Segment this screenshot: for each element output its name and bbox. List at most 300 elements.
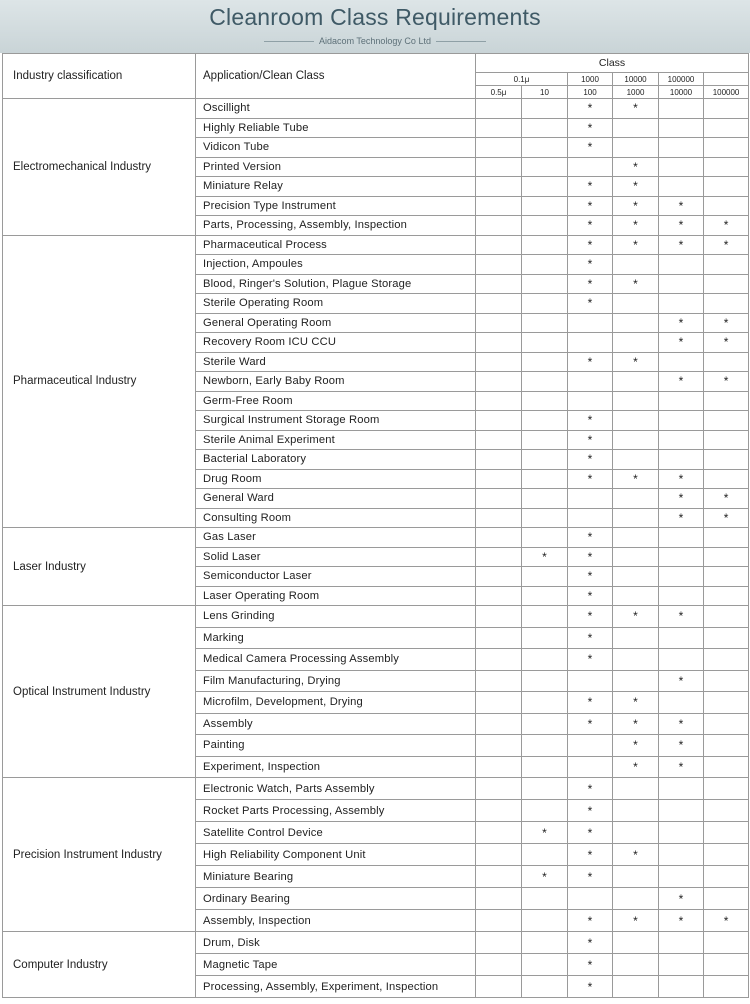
class-mark: *	[613, 713, 659, 735]
class-mark: *	[568, 976, 613, 998]
class-mark: *	[568, 469, 613, 489]
class-mark: *	[568, 954, 613, 976]
class-cell	[659, 528, 704, 548]
class-cell	[659, 352, 704, 372]
application-cell: Painting	[196, 735, 476, 757]
class-cell	[659, 157, 704, 177]
class-cell	[613, 822, 659, 844]
class-mark: *	[568, 910, 613, 932]
class-cell	[476, 567, 522, 587]
class-lower-10000: 10000	[659, 86, 704, 99]
class-cell	[476, 547, 522, 567]
class-mark: *	[568, 649, 613, 671]
class-mark: *	[568, 274, 613, 294]
class-mark: *	[613, 756, 659, 778]
class-cell	[704, 450, 749, 470]
class-cell	[704, 138, 749, 158]
class-cell	[613, 138, 659, 158]
class-cell	[704, 932, 749, 954]
class-mark: *	[568, 932, 613, 954]
class-cell	[476, 294, 522, 314]
class-mark: *	[568, 627, 613, 649]
class-mark: *	[568, 430, 613, 450]
class-cell	[476, 411, 522, 431]
class-mark: *	[522, 866, 568, 888]
class-cell	[613, 333, 659, 353]
class-mark: *	[568, 294, 613, 314]
class-cell	[659, 430, 704, 450]
class-cell	[613, 567, 659, 587]
class-cell	[476, 627, 522, 649]
class-cell	[522, 756, 568, 778]
application-cell: Blood, Ringer's Solution, Plague Storage	[196, 274, 476, 294]
class-cell	[522, 976, 568, 998]
class-mark: *	[613, 735, 659, 757]
class-cell	[659, 800, 704, 822]
class-cell	[476, 469, 522, 489]
class-cell	[659, 118, 704, 138]
class-cell	[568, 313, 613, 333]
application-cell: Assembly, Inspection	[196, 910, 476, 932]
class-cell	[476, 157, 522, 177]
class-cell	[522, 910, 568, 932]
class-cell	[704, 606, 749, 628]
class-mark: *	[613, 844, 659, 866]
class-mark: *	[613, 469, 659, 489]
class-cell	[704, 800, 749, 822]
class-cell	[704, 713, 749, 735]
class-cell	[522, 649, 568, 671]
class-mark: *	[568, 844, 613, 866]
class-cell	[659, 294, 704, 314]
class-cell	[704, 294, 749, 314]
class-cell	[568, 670, 613, 692]
page-title: Cleanroom Class Requirements	[209, 4, 541, 30]
class-cell	[568, 888, 613, 910]
class-cell	[704, 352, 749, 372]
class-mark: *	[659, 670, 704, 692]
class-cell	[613, 888, 659, 910]
class-cell	[659, 547, 704, 567]
class-cell	[522, 450, 568, 470]
application-cell: Recovery Room ICU CCU	[196, 333, 476, 353]
particle-size-header: 0.1μ	[476, 73, 568, 86]
class-mark: *	[568, 216, 613, 236]
class-cell	[476, 235, 522, 255]
class-cell	[476, 866, 522, 888]
class-cell	[704, 649, 749, 671]
application-cell: Electronic Watch, Parts Assembly	[196, 778, 476, 800]
table-body	[3, 54, 749, 998]
class-cell	[522, 586, 568, 606]
class-cell	[613, 649, 659, 671]
class-cell	[613, 586, 659, 606]
class-cell	[659, 778, 704, 800]
class-cell	[476, 528, 522, 548]
application-cell: Experiment, Inspection	[196, 756, 476, 778]
class-cell	[522, 670, 568, 692]
table-row	[3, 99, 749, 119]
class-cell	[568, 391, 613, 411]
class-cell	[704, 99, 749, 119]
class-cell	[476, 508, 522, 528]
class-cell	[522, 235, 568, 255]
class-cell	[476, 692, 522, 714]
industry-cell: Precision Instrument Industry	[3, 778, 196, 932]
class-cell	[659, 822, 704, 844]
table-row	[3, 932, 749, 954]
class-mark: *	[659, 196, 704, 216]
class-cell	[659, 450, 704, 470]
class-mark: *	[659, 313, 704, 333]
class-mark: *	[613, 177, 659, 197]
class-mark: *	[659, 888, 704, 910]
application-cell: Miniature Relay	[196, 177, 476, 197]
application-cell: Ordinary Bearing	[196, 888, 476, 910]
application-cell: Microfilm, Development, Drying	[196, 692, 476, 714]
class-upper-10000: 10000	[613, 73, 659, 86]
class-cell	[659, 567, 704, 587]
class-cell	[522, 489, 568, 509]
class-cell	[476, 932, 522, 954]
class-cell	[613, 508, 659, 528]
class-mark: *	[704, 216, 749, 236]
application-cell: General Operating Room	[196, 313, 476, 333]
class-cell	[476, 138, 522, 158]
class-cell	[613, 372, 659, 392]
class-cell	[613, 547, 659, 567]
application-cell: Consulting Room	[196, 508, 476, 528]
class-cell	[568, 157, 613, 177]
application-cell: Parts, Processing, Assembly, Inspection	[196, 216, 476, 236]
class-cell	[613, 954, 659, 976]
class-cell	[522, 216, 568, 236]
application-cell: High Reliability Component Unit	[196, 844, 476, 866]
class-cell	[659, 692, 704, 714]
class-cell	[522, 352, 568, 372]
application-cell: Vidicon Tube	[196, 138, 476, 158]
class-cell	[476, 274, 522, 294]
class-mark: *	[613, 274, 659, 294]
class-cell	[568, 333, 613, 353]
application-cell: Semiconductor Laser	[196, 567, 476, 587]
class-cell	[476, 756, 522, 778]
class-cell	[613, 976, 659, 998]
class-cell	[522, 118, 568, 138]
class-lower-1000: 1000	[613, 86, 659, 99]
class-cell	[522, 372, 568, 392]
class-cell	[568, 756, 613, 778]
header-row-class	[3, 54, 749, 73]
class-cell	[476, 888, 522, 910]
class-cell	[659, 99, 704, 119]
class-cell	[476, 255, 522, 275]
class-cell	[613, 294, 659, 314]
class-mark: *	[659, 713, 704, 735]
class-mark: *	[613, 692, 659, 714]
class-cell	[522, 888, 568, 910]
subtitle-divider-left	[264, 41, 314, 42]
class-cell	[659, 649, 704, 671]
class-mark: *	[704, 333, 749, 353]
class-cell	[522, 692, 568, 714]
application-cell: Assembly	[196, 713, 476, 735]
class-cell	[659, 274, 704, 294]
class-cell	[522, 157, 568, 177]
application-cell: Medical Camera Processing Assembly	[196, 649, 476, 671]
class-mark: *	[522, 822, 568, 844]
class-cell	[613, 450, 659, 470]
class-mark: *	[568, 99, 613, 119]
industry-cell: Computer Industry	[3, 932, 196, 998]
application-cell: Laser Operating Room	[196, 586, 476, 606]
class-cell	[476, 450, 522, 470]
class-cell	[522, 177, 568, 197]
class-cell	[704, 888, 749, 910]
class-mark: *	[568, 528, 613, 548]
application-cell: Sterile Animal Experiment	[196, 430, 476, 450]
class-mark: *	[704, 489, 749, 509]
class-cell	[704, 469, 749, 489]
class-cell	[522, 735, 568, 757]
application-cell: Germ-Free Room	[196, 391, 476, 411]
table-row	[3, 778, 749, 800]
class-mark: *	[659, 489, 704, 509]
class-upper-100000: 100000	[659, 73, 704, 86]
company-subtitle: Aidacom Technology Co Ltd	[319, 36, 431, 46]
application-cell: Rocket Parts Processing, Assembly	[196, 800, 476, 822]
application-cell: Sterile Operating Room	[196, 294, 476, 314]
class-mark: *	[522, 547, 568, 567]
class-header: Class	[476, 54, 749, 73]
class-mark: *	[568, 822, 613, 844]
class-cell	[704, 954, 749, 976]
class-cell	[613, 800, 659, 822]
class-mark: *	[659, 469, 704, 489]
class-mark: *	[568, 138, 613, 158]
class-mark: *	[568, 866, 613, 888]
class-lower-100000: 100000	[704, 86, 749, 99]
cleanroom-table	[2, 53, 749, 998]
class-mark: *	[568, 713, 613, 735]
application-cell: Highly Reliable Tube	[196, 118, 476, 138]
class-mark: *	[568, 606, 613, 628]
class-cell	[659, 954, 704, 976]
class-mark: *	[704, 508, 749, 528]
class-cell	[659, 411, 704, 431]
class-cell	[476, 333, 522, 353]
class-mark: *	[659, 216, 704, 236]
class-mark: *	[568, 567, 613, 587]
class-cell	[476, 910, 522, 932]
class-cell	[704, 274, 749, 294]
class-mark: *	[704, 910, 749, 932]
class-cell	[659, 255, 704, 275]
class-cell	[522, 391, 568, 411]
class-mark: *	[568, 177, 613, 197]
class-mark: *	[704, 313, 749, 333]
class-cell	[476, 118, 522, 138]
class-cell	[476, 372, 522, 392]
class-cell	[704, 866, 749, 888]
class-lower-100: 100	[568, 86, 613, 99]
class-cell	[476, 735, 522, 757]
application-cell: Drum, Disk	[196, 932, 476, 954]
application-cell: Oscillight	[196, 99, 476, 119]
class-cell	[568, 372, 613, 392]
class-cell	[704, 778, 749, 800]
class-cell	[704, 756, 749, 778]
class-cell	[613, 255, 659, 275]
class-cell	[704, 735, 749, 757]
class-cell	[476, 313, 522, 333]
class-mark: *	[613, 157, 659, 177]
industry-cell: Optical Instrument Industry	[3, 606, 196, 778]
class-cell	[704, 586, 749, 606]
class-mark: *	[613, 196, 659, 216]
industry-cell: Pharmaceutical Industry	[3, 235, 196, 528]
class-cell	[476, 844, 522, 866]
class-mark: *	[568, 118, 613, 138]
class-cell	[704, 411, 749, 431]
class-cell	[613, 313, 659, 333]
class-cell	[613, 411, 659, 431]
class-cell	[704, 822, 749, 844]
class-mark: *	[659, 235, 704, 255]
class-upper-empty	[704, 73, 749, 86]
class-cell	[522, 932, 568, 954]
class-mark: *	[568, 692, 613, 714]
class-mark: *	[568, 352, 613, 372]
class-cell	[704, 547, 749, 567]
class-cell	[568, 489, 613, 509]
application-cell: Printed Version	[196, 157, 476, 177]
industry-cell: Laser Industry	[3, 528, 196, 606]
class-cell	[704, 255, 749, 275]
company-subtitle-row	[0, 36, 750, 46]
class-upper-1000: 1000	[568, 73, 613, 86]
class-cell	[476, 489, 522, 509]
class-cell	[522, 844, 568, 866]
class-cell	[476, 391, 522, 411]
class-lower-10: 10	[522, 86, 568, 99]
class-cell	[522, 255, 568, 275]
application-header: Application/Clean Class	[196, 54, 476, 99]
class-lower-particle: 0.5μ	[476, 86, 522, 99]
class-cell	[522, 528, 568, 548]
application-cell: Surgical Instrument Storage Room	[196, 411, 476, 431]
class-mark: *	[704, 235, 749, 255]
class-cell	[568, 508, 613, 528]
application-cell: Miniature Bearing	[196, 866, 476, 888]
class-cell	[476, 954, 522, 976]
class-mark: *	[613, 216, 659, 236]
subtitle-divider-right	[436, 41, 486, 42]
class-cell	[704, 567, 749, 587]
class-cell	[476, 177, 522, 197]
class-cell	[704, 627, 749, 649]
class-cell	[659, 586, 704, 606]
industry-cell: Electromechanical Industry	[3, 99, 196, 236]
class-mark: *	[613, 352, 659, 372]
class-cell	[522, 99, 568, 119]
class-cell	[522, 138, 568, 158]
class-cell	[704, 177, 749, 197]
class-mark: *	[659, 735, 704, 757]
class-cell	[659, 627, 704, 649]
application-cell: Solid Laser	[196, 547, 476, 567]
class-cell	[476, 976, 522, 998]
table-row	[3, 606, 749, 628]
class-cell	[476, 606, 522, 628]
class-mark: *	[568, 235, 613, 255]
class-cell	[522, 313, 568, 333]
title-banner	[0, 0, 750, 53]
class-cell	[522, 508, 568, 528]
class-cell	[613, 670, 659, 692]
application-cell: Magnetic Tape	[196, 954, 476, 976]
application-cell: Bacterial Laboratory	[196, 450, 476, 470]
class-cell	[476, 713, 522, 735]
application-cell: Drug Room	[196, 469, 476, 489]
application-cell: Film Manufacturing, Drying	[196, 670, 476, 692]
application-cell: General Ward	[196, 489, 476, 509]
class-cell	[613, 528, 659, 548]
class-mark: *	[568, 411, 613, 431]
class-cell	[476, 216, 522, 236]
class-cell	[659, 391, 704, 411]
industry-classification-header: Industry classification	[3, 54, 196, 99]
class-cell	[476, 670, 522, 692]
class-cell	[659, 844, 704, 866]
class-mark: *	[704, 372, 749, 392]
class-cell	[522, 713, 568, 735]
class-cell	[613, 778, 659, 800]
class-mark: *	[613, 910, 659, 932]
application-cell: Sterile Ward	[196, 352, 476, 372]
application-cell: Newborn, Early Baby Room	[196, 372, 476, 392]
application-cell: Pharmaceutical Process	[196, 235, 476, 255]
class-cell	[522, 411, 568, 431]
application-cell: Processing, Assembly, Experiment, Inspection	[196, 976, 476, 998]
class-cell	[568, 735, 613, 757]
class-mark: *	[659, 756, 704, 778]
class-cell	[704, 844, 749, 866]
class-cell	[522, 196, 568, 216]
class-cell	[659, 932, 704, 954]
class-cell	[613, 391, 659, 411]
class-mark: *	[568, 586, 613, 606]
application-cell: Gas Laser	[196, 528, 476, 548]
class-mark: *	[613, 606, 659, 628]
class-cell	[522, 778, 568, 800]
class-cell	[476, 800, 522, 822]
class-cell	[476, 430, 522, 450]
class-cell	[704, 528, 749, 548]
class-cell	[613, 627, 659, 649]
class-cell	[522, 469, 568, 489]
class-cell	[704, 391, 749, 411]
class-cell	[613, 489, 659, 509]
class-mark: *	[568, 547, 613, 567]
class-cell	[522, 954, 568, 976]
class-cell	[704, 670, 749, 692]
class-cell	[522, 333, 568, 353]
class-cell	[522, 606, 568, 628]
class-mark: *	[568, 255, 613, 275]
class-mark: *	[613, 235, 659, 255]
table-row	[3, 235, 749, 255]
